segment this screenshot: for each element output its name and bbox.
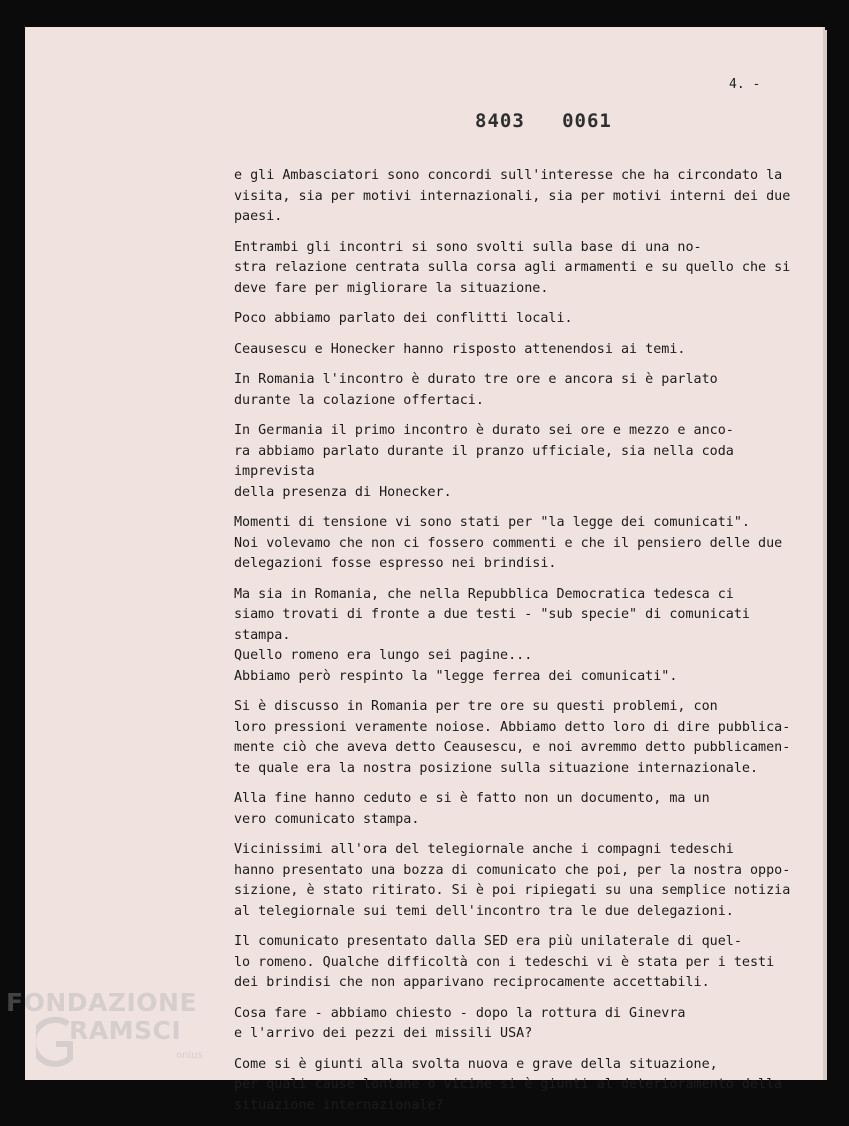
watermark-line1: FONDAZIONE (6, 988, 198, 1017)
paragraph: Si è discusso in Romania per tre ore su questi problemi, con loro pressioni veramente noiose. Abbiamo detto loro di dire pubblica- mente ciò che aveva detto Ceausescu, e noi avremmo detto pubblicamen- te quale era la nostra posizione sulla situazione internazionale. (234, 699, 791, 776)
paragraph: Vicinissimi all'ora del telegiornale anche i compagni tedeschi hanno presentato una bozza di comunicato che poi, per la nostra oppo- sizione, è stato ritirato. Si è poi ripiegati su una semplice notizia al telegiornale sui temi dell'incontro tra le due delegazioni. (234, 842, 791, 919)
paragraph: In Germania il primo incontro è durato sei ore e mezzo e anco- ra abbiamo parlato durante il pranzo ufficiale, sia nella coda imprevista della presenza di Honecker. (234, 423, 734, 500)
watermark-line2: RAMSCI (69, 1016, 182, 1045)
paragraph: In Romania l'incontro è durato tre ore e ancora si è parlato durante la colazione offertaci. (234, 372, 718, 408)
fondazione-gramsci-watermark (6, 988, 221, 1078)
watermark-onlus: onlus (176, 1050, 203, 1061)
paragraph: Come si è giunti alla svolta nuova e grave della situazione, per quali cause lontane o vicine si è giunti al deterioramento della situazione internazionale? (234, 1056, 783, 1113)
paragraph: Cosa fare - abbiamo chiesto - dopo la rottura di Ginevra e l'arrivo dei pezzi dei missili USA? (234, 1005, 686, 1041)
paragraph: Il comunicato presentato dalla SED era più unilaterale di quel- lo romeno. Qualche difficoltà con i tedeschi vi è stata per i testi dei brindisi che non apparivano reciprocamente accettabili. (234, 934, 775, 990)
paragraph: Momenti di tensione vi sono stati per "la legge dei comunicati". Noi volevamo che non ci fossero commenti e che il pensiero delle due delegazioni fosse espresso nei brindisi. (234, 515, 783, 571)
paragraph: Ceausescu e Honecker hanno risposto attenendosi ai temi. (234, 341, 686, 357)
paragraph: Entrambi gli incontri si sono svolti sulla base di una no- stra relazione centrata sulla corsa agli armamenti e su quello che si deve fare per migliorare la situazione. (234, 239, 791, 296)
paragraph: Ma sia in Romania, che nella Repubblica Democratica tedesca ci siamo trovati di fronte a due testi - "sub specie" di comunicati stampa. Quello romeno era lungo sei pagine... (234, 586, 750, 663)
page-edge (823, 30, 827, 1080)
paragraph: Poco abbiamo parlato dei conflitti locali. (234, 311, 573, 326)
paragraph: Alla fine hanno ceduto e si è fatto non un documento, ma un vero comunicato stampa. (234, 791, 710, 827)
document-body (234, 166, 804, 1126)
paragraph: Abbiamo però respinto la "legge ferrea dei comunicati". (234, 668, 678, 684)
page-number: 4. - (729, 77, 761, 92)
archive-stamp: 8403 0061 (475, 110, 612, 132)
paragraph: e gli Ambasciatori sono concordi sull'interesse che ha circondato la visita, sia per motivi internazionali, sia per motivi interni dei due paesi. (234, 168, 791, 224)
